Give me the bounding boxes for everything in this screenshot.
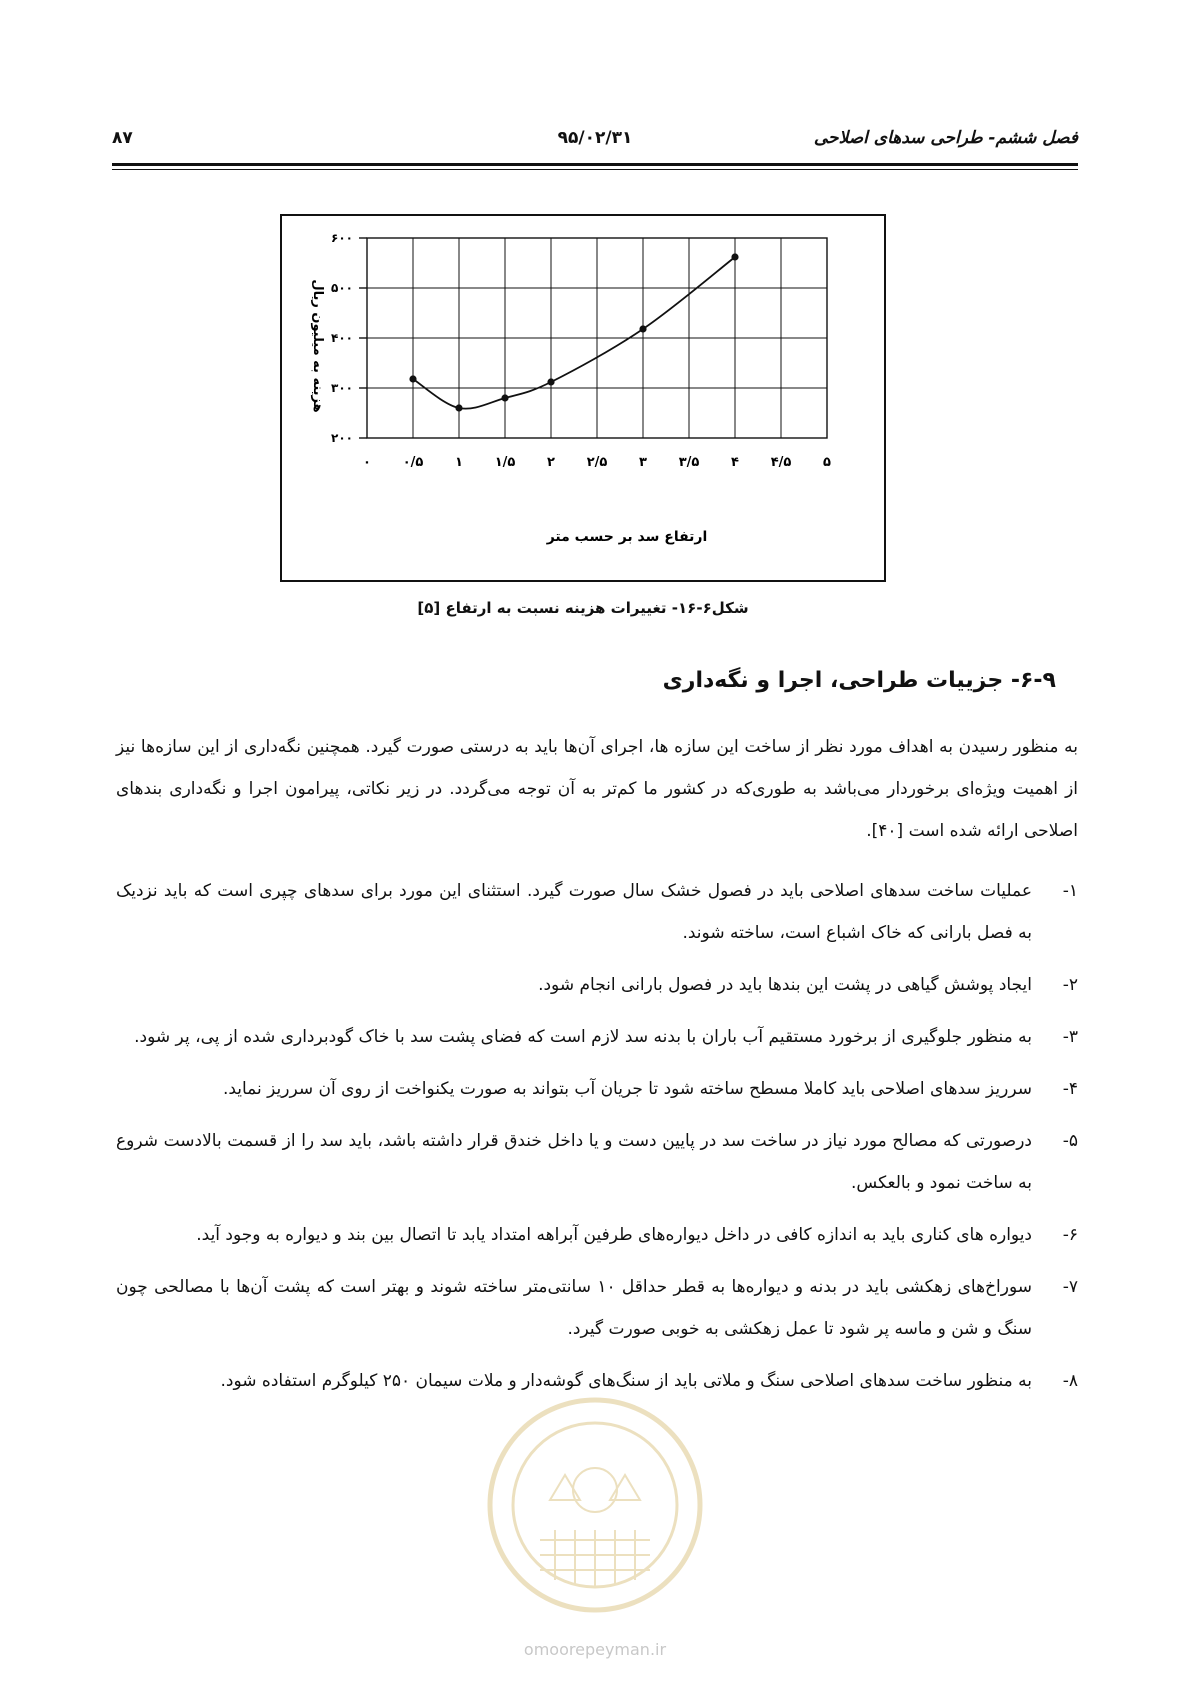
y-tick-label: ۴۰۰ [331,331,353,345]
item-number: ۱- [1062,881,1078,901]
data-point [639,325,646,332]
item-number: ۷- [1062,1277,1078,1297]
item-text: به منظور جلوگیری از برخورد مستقیم آب باران با بدنه سد لازم است که فضای پشت سد با خاک گودبرداری شده از پی، پر شود. [134,1027,1032,1047]
watermark-site: omoorepeyman.ir [523,1640,667,1659]
guidelines-list [116,870,1078,1412]
data-point [547,378,554,385]
x-tick-label: ۰/۵ [402,455,424,470]
series-line [413,257,735,409]
item-number: ۳- [1062,1027,1078,1047]
x-tick-label: ۳/۵ [678,455,700,470]
x-tick-label: ۴ [731,455,739,470]
item-number: ۲- [1062,975,1078,995]
item-text: درصورتی که مصالح مورد نیاز در ساخت سد در پایین دست و یا داخل خندق قرار داشته باشد، باید سد را از قسمت بالادست شروع به ساخت نمود و بالعکس. [116,1131,1032,1193]
y-tick-label: ۲۰۰ [331,431,353,445]
section-heading: ۶-۹- جزییات طراحی، اجرا و نگه‌داری [662,668,1056,693]
page-header [112,128,1078,156]
item-text: ایجاد پوشش گیاهی در پشت این بندها باید در فصول بارانی انجام شود. [538,975,1032,995]
chapter-title: فصل ششم- طراحی سدهای اصلاحی [813,128,1078,148]
data-point [501,394,508,401]
x-tick-label: ۵ [823,455,831,470]
data-point [409,375,416,382]
list-item [116,1214,1078,1256]
chart-grid [359,238,827,438]
x-tick-label: ۳ [639,455,647,470]
header-date: ۹۵/۰۲/۳۱ [557,128,633,148]
item-number: ۵- [1062,1131,1078,1151]
list-item [116,1120,1078,1204]
seal-watermark [480,1390,710,1620]
data-point [455,404,462,411]
x-axis-label: ارتفاع سد بر حسب متر [546,529,708,545]
x-tick-labels [363,455,831,470]
page-number: ۸۷ [112,128,133,148]
y-tick-label: ۵۰۰ [331,281,353,295]
x-tick-label: ۱ [455,455,463,470]
list-item [116,964,1078,1006]
item-number: ۸- [1062,1371,1078,1391]
item-text: دیواره های کناری باید به اندازه کافی در داخل دیواره‌های طرفین آبراهه امتداد یابد تا اتصال بین بند و دیواره به وجود آید. [196,1225,1032,1245]
data-point [731,253,738,260]
header-rule-thick [112,163,1078,166]
cost-height-chart [282,216,883,579]
y-tick-label: ۳۰۰ [331,381,353,395]
figure-frame [280,214,886,582]
x-tick-label: ۲/۵ [586,455,608,470]
list-item [116,1266,1078,1350]
figure-caption: شکل۶-۱۶- تغییرات هزینه نسبت به ارتفاع [۵] [417,599,749,617]
y-tick-labels [331,231,353,445]
list-item [116,1068,1078,1110]
item-text: سوراخ‌های زهکشی باید در بدنه و دیواره‌ها به قطر حداقل ۱۰ سانتی‌متر ساخته شوند و بهتر است که پشت آن‌ها با مصالحی چون سنگ و شن و ماسه پر شود تا عمل زهکشی به خوبی صورت گیرد. [116,1277,1032,1339]
item-text: سرریز سدهای اصلاحی باید کاملا مسطح ساخته شود تا جریان آب بتواند به صورت یکنواخت از روی آن سرریز نماید. [222,1079,1032,1099]
list-item [116,870,1078,954]
x-tick-label: ۰ [363,455,371,470]
header-rule-thin [112,169,1078,170]
x-tick-label: ۲ [547,455,555,470]
list-item [116,1016,1078,1058]
intro-paragraph: به منظور رسیدن به اهداف مورد نظر از ساخت این سازه ها، اجرای آن‌ها باید به درستی صورت گیرد. همچنین نگه‌داری از این سازه‌ها نیز از اهمیت ویژه‌ای برخوردار می‌باشد به طوری‌که در کشور ما کم‌تر به آن توجه می‌گردد. در زیر نکاتی، پیرامون اجرا و نگه‌داری بندهای اصلاحی ارائه شده است [۴۰]. [116,737,1078,841]
item-text: عملیات ساخت سدهای اصلاحی باید در فصول خشک سال صورت گیرد. استثنای این مورد برای سدهای چپری است که باید نزدیک به فصل بارانی که خاک اشباع است، ساخته شوند. [116,881,1032,943]
x-tick-label: ۴/۵ [770,455,792,470]
item-number: ۶- [1062,1225,1078,1245]
x-tick-label: ۱/۵ [494,455,516,470]
item-text: به منظور ساخت سدهای اصلاحی سنگ و ملاتی باید از سنگ‌های گوشه‌دار و ملات سیمان ۲۵۰ کیلوگرم استفاده شود. [220,1371,1032,1391]
y-tick-label: ۶۰۰ [331,231,353,245]
y-axis-label: هزینه به میلیون ریال [310,279,325,413]
item-number: ۴- [1062,1079,1078,1099]
